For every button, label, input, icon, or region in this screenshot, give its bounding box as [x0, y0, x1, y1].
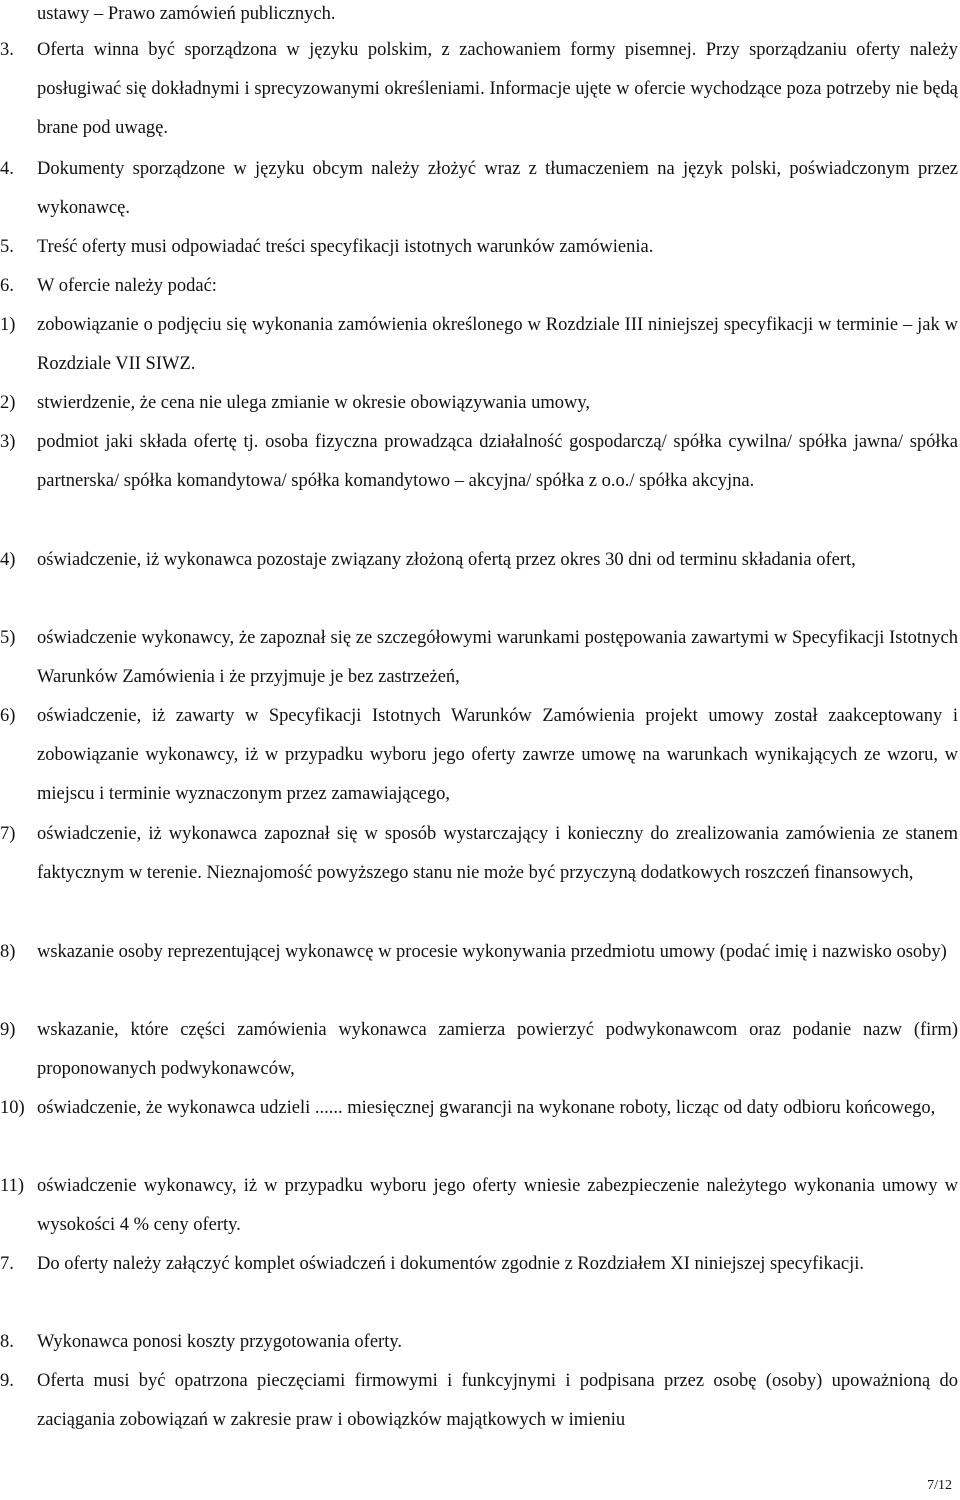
item-number: 5.: [0, 237, 14, 257]
item-text: oświadczenie wykonawcy, że zapoznał się ze szczegółowymi warunkami postępowania zawartymi w Specyfikacji Istotnych Warunków Zamówienia i że przyjmuje je bez zastrzeżeń,: [37, 628, 958, 687]
item-number: 8): [0, 942, 16, 962]
item-number: 8.: [0, 1332, 14, 1352]
item-text: Oferta winna być sporządzona w języku polskim, z zachowaniem formy pisemnej. Przy sporządzaniu oferty należy posługiwać się dokładnymi i sprecyzowanymi określeniami. Informacje ujęte w ofercie wychodzące poza potrzeby nie będą brane pod uwagę.: [37, 40, 958, 138]
subitem-3: [0, 423, 960, 501]
item-number: 9.: [0, 1371, 14, 1391]
item-number: 4.: [0, 159, 14, 179]
subitem-1: [0, 306, 960, 384]
item-number: 11): [0, 1176, 24, 1196]
item-number: 6.: [0, 276, 14, 296]
numbered-item-8: [0, 1323, 960, 1362]
item-text: stwierdzenie, że cena nie ulega zmianie w okresie obowiązywania umowy,: [37, 393, 591, 413]
subitem-6: [0, 697, 960, 814]
item-text: Dokumenty sporządzone w języku obcym należy złożyć wraz z tłumaczeniem na język polski, poświadczonym przez wykonawcę.: [37, 159, 958, 218]
subitem-7: [0, 815, 960, 893]
item-text: podmiot jaki składa ofertę tj. osoba fizyczna prowadząca działalność gospodarczą/ spółka cywilna/ spółka jawna/ spółka partnerska/ spółka komandytowa/ spółka komandytowo – akcyjna/ spółka z o.o./ spółka akcyjna.: [37, 432, 958, 491]
item-number: 10): [0, 1098, 25, 1118]
numbered-item-6: [0, 267, 960, 306]
item-number: 3): [0, 432, 16, 452]
subitem-2: [0, 384, 960, 423]
item-number: 1): [0, 315, 16, 335]
item-number: 7): [0, 824, 16, 844]
subitem-10: [0, 1089, 960, 1128]
item-text: W ofercie należy podać:: [37, 276, 217, 296]
item-number: 4): [0, 550, 16, 570]
item-number: 3.: [0, 40, 14, 60]
item-number: 7.: [0, 1254, 14, 1274]
item-text: Wykonawca ponosi koszty przygotowania oferty.: [37, 1332, 403, 1352]
paragraph-text: ustawy – Prawo zamówień publicznych.: [37, 4, 336, 24]
paragraph-continuation: [0, 0, 960, 34]
item-text: zobowiązanie o podjęciu się wykonania zamówienia określonego w Rozdziale III niniejszej specyfikacji w terminie – jak w Rozdziale VII SIWZ.: [37, 315, 958, 374]
numbered-item-9: [0, 1362, 960, 1440]
item-number: 6): [0, 706, 16, 726]
item-text: oświadczenie, iż wykonawca pozostaje związany złożoną ofertą przez okres 30 dni od terminu składania ofert,: [37, 550, 856, 570]
subitem-9: [0, 1011, 960, 1089]
item-text: oświadczenie, iż wykonawca zapoznał się w sposób wystarczający i konieczny do zrealizowania zamówienia ze stanem faktycznym w terenie. Nieznajomość powyższego stanu nie może być przyczyną dodatkowych roszczeń finansowych,: [37, 824, 958, 883]
subitem-11: [0, 1167, 960, 1245]
numbered-item-7: [0, 1245, 960, 1284]
item-text: oświadczenie, że wykonawca udzieli ...... miesięcznej gwarancji na wykonane roboty, licząc od daty odbioru końcowego,: [37, 1098, 936, 1118]
subitem-4: [0, 541, 960, 580]
item-text: oświadczenie wykonawcy, iż w przypadku wyboru jego oferty wniesie zabezpieczenie należytego wykonania umowy w wysokości 4 % ceny oferty.: [37, 1176, 958, 1235]
item-text: wskazanie, które części zamówienia wykonawca zamierza powierzyć podwykonawcom oraz podanie nazw (firm) proponowanych podwykonawców,: [37, 1020, 958, 1079]
item-number: 2): [0, 393, 16, 413]
numbered-item-4: [0, 150, 960, 228]
item-text: Do oferty należy załączyć komplet oświadczeń i dokumentów zgodnie z Rozdziałem XI niniejszej specyfikacji.: [37, 1254, 865, 1274]
page-number: 7/12: [927, 1478, 952, 1493]
numbered-item-5: [0, 228, 960, 267]
item-number: 9): [0, 1020, 16, 1040]
subitem-5: [0, 619, 960, 697]
item-number: 5): [0, 628, 16, 648]
item-text: Oferta musi być opatrzona pieczęciami firmowymi i funkcyjnymi i podpisana przez osobę (osoby) upoważnioną do zaciągania zobowiązań w zakresie praw i obowiązków majątkowych w imieniu: [37, 1371, 958, 1430]
item-text: Treść oferty musi odpowiadać treści specyfikacji istotnych warunków zamówienia.: [37, 237, 654, 257]
numbered-item-3: [0, 31, 960, 148]
item-text: wskazanie osoby reprezentującej wykonawcę w procesie wykonywania przedmiotu umowy (podać imię i nazwisko osoby): [37, 942, 947, 962]
subitem-8: [0, 933, 960, 972]
item-text: oświadczenie, iż zawarty w Specyfikacji Istotnych Warunków Zamówienia projekt umowy został zaakceptowany i zobowiązanie wykonawcy, iż w przypadku wyboru jego oferty zawrze umowę na warunkach wynikających ze wzoru, w miejscu i terminie wyznaczonym przez zamawiającego,: [37, 706, 958, 804]
